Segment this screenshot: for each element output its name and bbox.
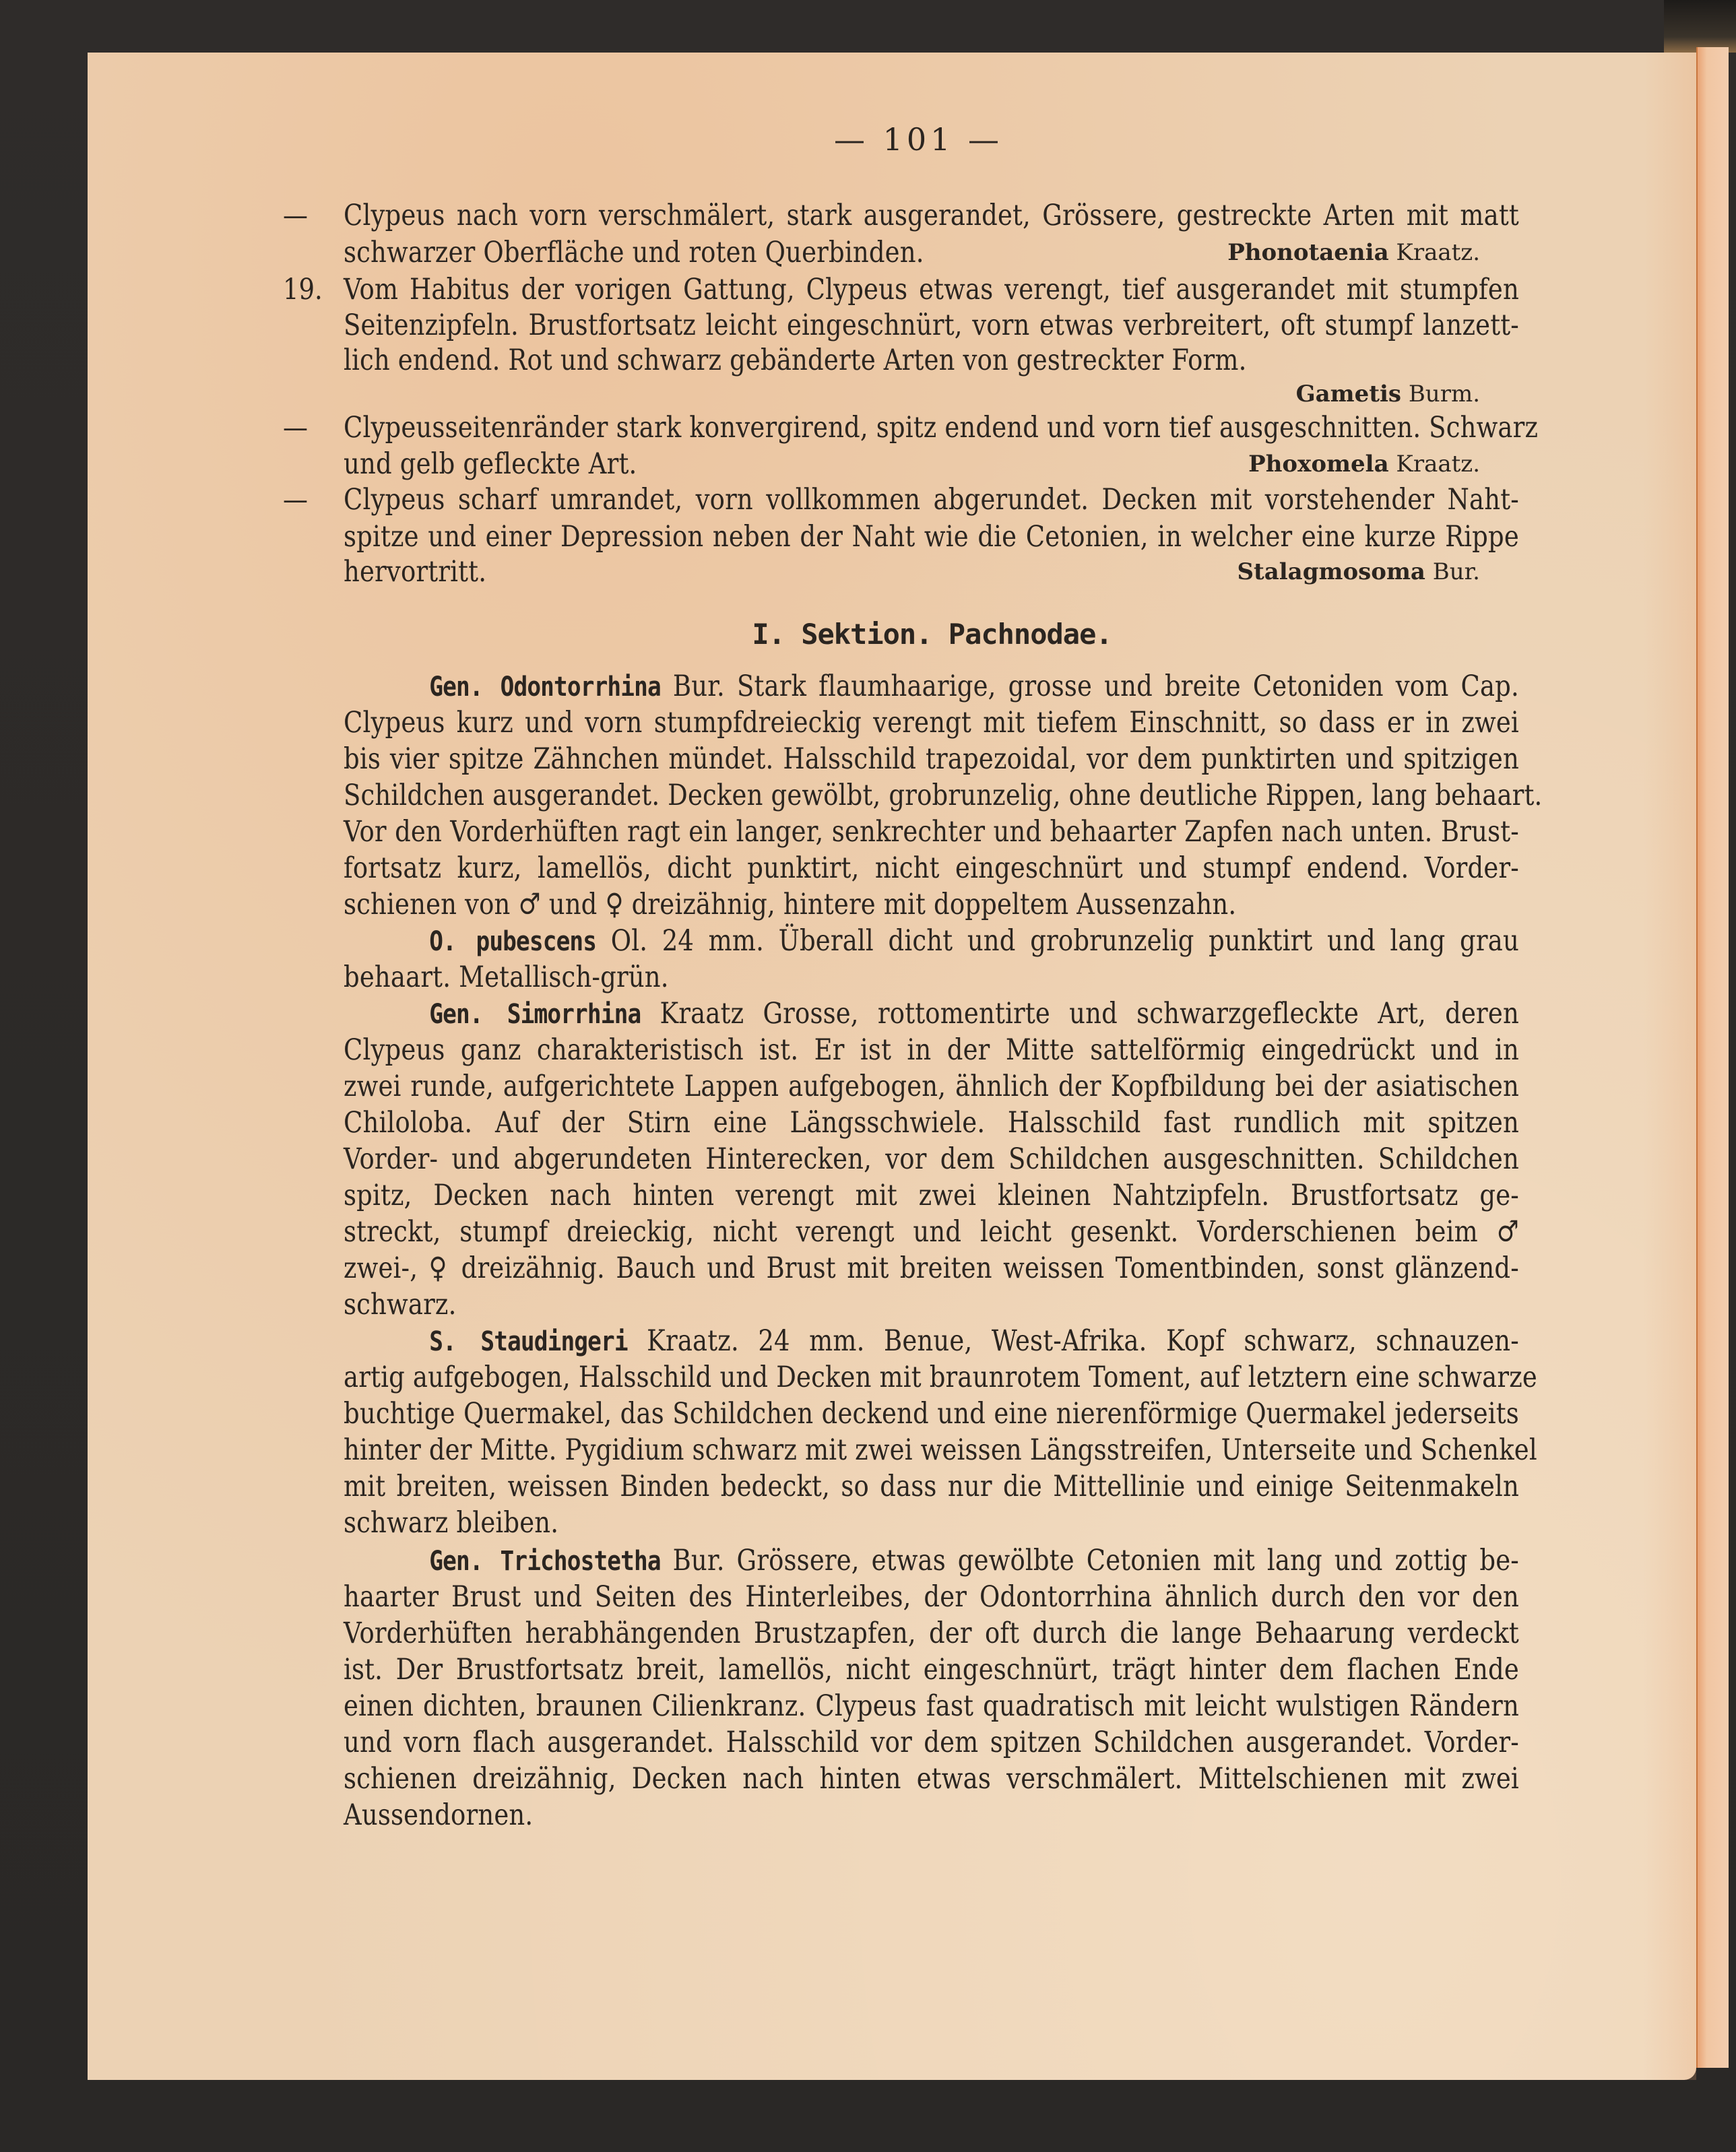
body-line: artig aufgebogen, Halsschild und Decken mit braunrotem Toment, auf letztern eine schwarze	[344, 1361, 1537, 1394]
genus-heading: Gen. Odontorrhina	[429, 672, 661, 703]
paragraph-lead-line	[344, 668, 1519, 705]
body-line: Vorderhüften herabhängenden Brustzapfen, der oft durch die lange Behaarung verdeckt	[344, 1617, 1519, 1650]
body-line: schienen von ♂ und ♀ dreizähnig, hintere mit doppeltem Aussenzahn.	[344, 888, 1237, 921]
genus-name: Stalagmosoma	[1237, 558, 1425, 585]
species-heading: O. pubescens	[429, 926, 597, 957]
species-heading: S. Staudingeri	[429, 1326, 628, 1357]
body-line: schienen dreizähnig, Decken nach hinten etwas verschmälert. Mittelschienen mit zwei	[344, 1762, 1519, 1796]
key-line: Clypeusseitenränder stark konvergirend, spitz endend und vorn tief ausgeschnitten. Schwarz	[344, 411, 1539, 445]
next-page-edge	[1696, 47, 1729, 2068]
key-marker: —	[283, 199, 308, 232]
key-line: schwarzer Oberfläche und roten Querbinden.	[344, 236, 924, 269]
key-marker: 19.	[283, 273, 323, 306]
body-line: streckt, stumpf dreieckig, nicht verengt und leicht gesenkt. Vorderschienen beim ♂	[344, 1215, 1519, 1249]
paragraph-lead-line	[344, 996, 1519, 1033]
lead-text: Kraatz Grosse, rottomentirte und schwarzgefleckte Art, deren	[641, 997, 1519, 1031]
body-line: einen dichten, braunen Cilienkranz. Clypeus fast quadratisch mit leicht wulstigen Rändern	[344, 1689, 1519, 1723]
body-line: Clypeus ganz charakteristisch ist. Er ist in der Mitte sattelförmig eingedrückt und in	[344, 1033, 1519, 1067]
key-line: hervortritt.	[344, 555, 487, 589]
page-fold-shadow	[1644, 53, 1696, 2080]
page-number: — 101 —	[833, 121, 1004, 158]
genus-author: Kraatz.	[1396, 451, 1480, 478]
body-line: mit breiten, weissen Binden bedeckt, so dass nur die Mittellinie und einige Seitenmakeln	[344, 1470, 1519, 1503]
key-line: Seitenzipfeln. Brustfortsatz leicht eingeschnürt, vorn etwas verbreitert, oft stumpf lanzett-	[344, 308, 1519, 342]
body-line: behaart. Metallisch-grün.	[344, 960, 669, 994]
genus-name: Phonotaenia	[1227, 239, 1389, 266]
genus-name: Phoxomela	[1248, 451, 1389, 478]
genus-heading: Gen. Trichostetha	[429, 1546, 661, 1577]
body-line: schwarz bleiben.	[344, 1506, 559, 1540]
paragraph-lead-line	[344, 1542, 1519, 1579]
paragraph-lead-line	[344, 923, 1519, 960]
genus-label	[1237, 554, 1480, 590]
key-line: spitze und einer Depression neben der Naht wie die Cetonien, in welcher eine kurze Rippe	[344, 520, 1519, 554]
paragraph-lead-line	[344, 1323, 1519, 1360]
body-line: Clypeus kurz und vorn stumpfdreieckig verengt mit tiefem Einschnitt, so dass er in zwei	[344, 706, 1519, 740]
body-line: Vorder- und abgerundeten Hinterecken, vor dem Schildchen ausgeschnitten. Schildchen	[344, 1142, 1519, 1176]
key-line: Clypeus scharf umrandet, vorn vollkommen abgerundet. Decken mit vorstehender Naht-	[344, 483, 1519, 517]
lead-text: Bur. Stark flaumhaarige, grosse und breite Cetoniden vom Cap.	[660, 670, 1519, 703]
genus-heading: Gen. Simorrhina	[429, 999, 641, 1030]
body-line: Vor den Vorderhüften ragt ein langer, senkrechter und behaarter Zapfen nach unten. Brust-	[344, 815, 1519, 849]
lead-text: Kraatz. 24 mm. Benue, West-Afrika. Kopf schwarz, schnauzen-	[627, 1324, 1519, 1358]
lead-text: Bur. Grössere, etwas gewölbte Cetonien mit lang und zottig be-	[660, 1544, 1519, 1577]
genus-author: Burm.	[1408, 381, 1480, 407]
key-marker: —	[283, 483, 308, 517]
book-edge	[1664, 0, 1736, 53]
section-heading: I. Sektion. Pachnodae.	[752, 618, 1112, 651]
body-line: zwei-, ♀ dreizähnig. Bauch und Brust mit breiten weissen Tomentbinden, sonst glänzend-	[344, 1251, 1519, 1285]
body-line: und vorn flach ausgerandet. Halsschild vor dem spitzen Schildchen ausgerandet. Vorder-	[344, 1726, 1519, 1759]
genus-author: Bur.	[1432, 558, 1480, 585]
genus-name: Gametis	[1295, 381, 1401, 407]
body-line: ist. Der Brustfortsatz breit, lamellös, nicht eingeschnürt, trägt hinter dem flachen Ende	[344, 1653, 1519, 1687]
key-line: Clypeus nach vorn verschmälert, stark ausgerandet, Grössere, gestreckte Arten mit matt	[344, 199, 1519, 232]
genus-label	[1296, 376, 1480, 412]
key-line: lich endend. Rot und schwarz gebänderte Arten von gestreckter Form.	[344, 344, 1247, 377]
body-line: zwei runde, aufgerichtete Lappen aufgebogen, ähnlich der Kopfbildung bei der asiatischen	[344, 1070, 1519, 1103]
body-line: haarter Brust und Seiten des Hinterleibes, der Odontorrhina ähnlich durch den vor den	[344, 1580, 1519, 1614]
body-line: hinter der Mitte. Pygidium schwarz mit zwei weissen Längsstreifen, Unterseite und Schenkel	[344, 1433, 1537, 1467]
body-line: Aussendornen.	[344, 1798, 534, 1832]
body-line: fortsatz kurz, lamellös, dicht punktirt, nicht eingeschnürt und stumpf endend. Vorder-	[344, 851, 1519, 885]
key-marker: —	[283, 411, 308, 445]
body-line: schwarz.	[344, 1288, 457, 1322]
body-line: Chiloloba. Auf der Stirn eine Längsschwiele. Halsschild fast rundlich mit spitzen	[344, 1106, 1519, 1140]
lead-text: Ol. 24 mm. Überall dicht und grobrunzelig punktirt und lang grau	[596, 924, 1519, 958]
genus-label	[1227, 234, 1480, 271]
genus-label	[1248, 446, 1480, 482]
body-line: buchtige Quermakel, das Schildchen deckend und eine nierenförmige Quermakel jederseits	[344, 1397, 1519, 1431]
key-line: und gelb gefleckte Art.	[344, 447, 637, 481]
body-line: bis vier spitze Zähnchen mündet. Halsschild trapezoidal, vor dem punktirten und spitzigen	[344, 742, 1519, 776]
key-line: Vom Habitus der vorigen Gattung, Clypeus etwas verengt, tief ausgerandet mit stumpfen	[344, 273, 1519, 306]
body-line: Schildchen ausgerandet. Decken gewölbt, grobrunzelig, ohne deutliche Rippen, lang behaart.	[344, 779, 1543, 812]
genus-author: Kraatz.	[1396, 239, 1480, 266]
body-line: spitz, Decken nach hinten verengt mit zwei kleinen Nahtzipfeln. Brustfortsatz ge-	[344, 1179, 1519, 1212]
